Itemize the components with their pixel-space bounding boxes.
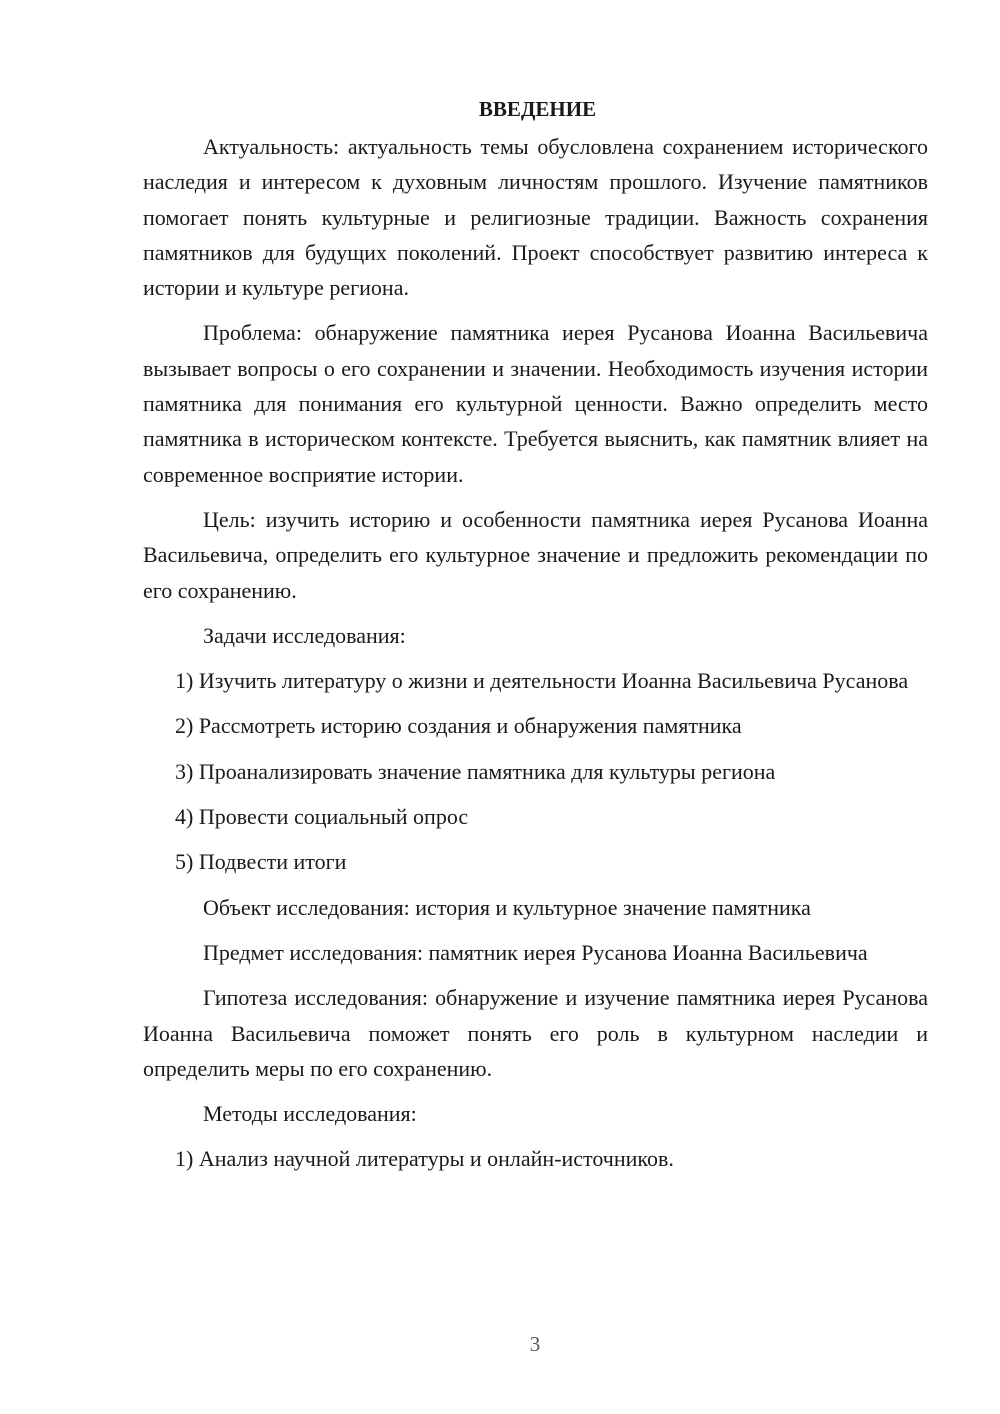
method-item-1: 1) Анализ научной литературы и онлайн-источников.	[175, 1146, 674, 1172]
methods-list	[143, 1141, 928, 1176]
document-page	[143, 92, 928, 1187]
task-item-4: 4) Провести социальный опрос	[175, 804, 469, 830]
section-heading: ВВЕДЕНИЕ	[478, 97, 597, 121]
paragraph-goal: Цель: изучить историю и особенности памятника иерея Русанова Иоанна Васильевича, определить его культурное значение и предложить рекомендации по его сохранению.	[143, 506, 928, 603]
paragraph-object: Объект исследования: история и культурное значение памятника	[203, 894, 811, 920]
methods-heading: Методы исследования:	[203, 1101, 417, 1127]
paragraph-hypothesis: Гипотеза исследования: обнаружение и изучение памятника иерея Русанова Иоанна Васильевича поможет понять его роль в культурном наследии и определить меры по его сохранению.	[143, 985, 928, 1081]
tasks-heading: Задачи исследования:	[203, 622, 406, 648]
paragraph-subject: Предмет исследования: памятник иерея Русанова Иоанна Васильевича	[203, 939, 868, 965]
paragraph-problem: Проблема: обнаружение памятника иерея Русанова Иоанна Васильевича вызывает вопросы о его сохранении и значении. Необходимость изучения истории памятника для понимания его культурной ценности. Важно определить место памятника в историческом контексте. Требуется выяснить, как памятник влияет на современное восприятие истории.	[143, 320, 928, 487]
tasks-list	[143, 663, 928, 879]
page-number: 3	[529, 1332, 541, 1356]
task-item-2: 2) Рассмотреть историю создания и обнаружения памятника	[175, 713, 742, 739]
task-item-5: 5) Подвести итоги	[175, 849, 347, 875]
paragraph-relevance: Актуальность: актуальность темы обусловлена сохранением исторического наследия и интересом к духовным личностям прошлого. Изучение памятников помогает понять культурные и религиозные традиции. Важность сохранения памятников для будущих поколений. Проект способствует развитию интереса к истории и культуре региона.	[143, 134, 928, 301]
task-item-1: 1) Изучить литературу о жизни и деятельности Иоанна Васильевича Русанова	[175, 668, 909, 694]
task-item-3: 3) Проанализировать значение памятника для культуры региона	[175, 758, 776, 784]
